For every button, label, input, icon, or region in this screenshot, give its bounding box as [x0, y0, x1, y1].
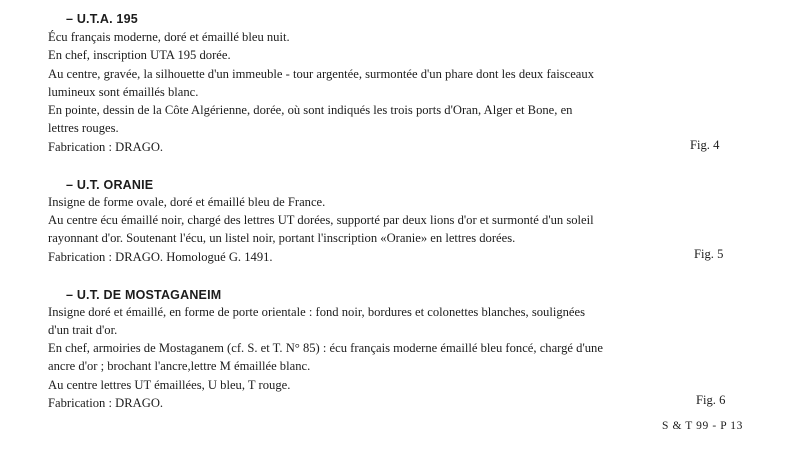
text-line: Insigne de forme ovale, doré et émaillé bleu de France.: [48, 195, 326, 209]
page-folio: S & T 99 - P 13: [662, 420, 743, 432]
text-line: lumineux sont émaillés blanc.: [48, 85, 199, 99]
section-heading-uta-195: – U.T.A. 195: [66, 12, 138, 26]
text-line: ancre d'or ; brochant l'ancre,lettre M émaillée blanc.: [48, 359, 311, 373]
text-line: En chef, inscription UTA 195 dorée.: [48, 48, 231, 62]
figure-reference: Fig. 4: [690, 138, 720, 152]
text-line: lettres rouges.: [48, 121, 119, 135]
figure-reference: Fig. 6: [696, 393, 726, 407]
fabrication-line: Fabrication : DRAGO.: [48, 396, 164, 410]
text-line: En chef, armoiries de Mostaganem (cf. S. et T. N° 85) : écu français moderne émaillé bleu foncé, chargé d'une: [48, 341, 603, 355]
text-line: Au centre, gravée, la silhouette d'un immeuble - tour argentée, surmontée d'un phare dont les deux faisceaux: [48, 67, 594, 81]
text-line: Écu français moderne, doré et émaillé bleu nuit.: [48, 30, 290, 44]
text-line: d'un trait d'or.: [48, 323, 118, 337]
text-line: Insigne doré et émaillé, en forme de porte orientale : fond noir, bordures et colonettes blanches, soulignées: [48, 305, 585, 319]
fabrication-line: Fabrication : DRAGO. Homologué G. 1491.: [48, 250, 273, 264]
text-line: Au centre écu émaillé noir, chargé des lettres UT dorées, supporté par deux lions d'or et surmonté d'un soleil: [48, 213, 594, 227]
figure-reference: Fig. 5: [694, 247, 724, 261]
section-heading-ut-de-mostaganeim: – U.T. DE MOSTAGANEIM: [66, 288, 222, 302]
text-line: Au centre lettres UT émaillées, U bleu, T rouge.: [48, 378, 291, 392]
text-line: rayonnant d'or. Soutenant l'écu, un listel noir, portant l'inscription «Oranie» en lettres dorées.: [48, 231, 516, 245]
fabrication-line: Fabrication : DRAGO.: [48, 140, 164, 154]
text-line: En pointe, dessin de la Côte Algérienne, dorée, où sont indiqués les trois ports d'Oran, Alger et Bone, en: [48, 103, 573, 117]
section-heading-ut-oranie: – U.T. ORANIE: [66, 178, 154, 192]
